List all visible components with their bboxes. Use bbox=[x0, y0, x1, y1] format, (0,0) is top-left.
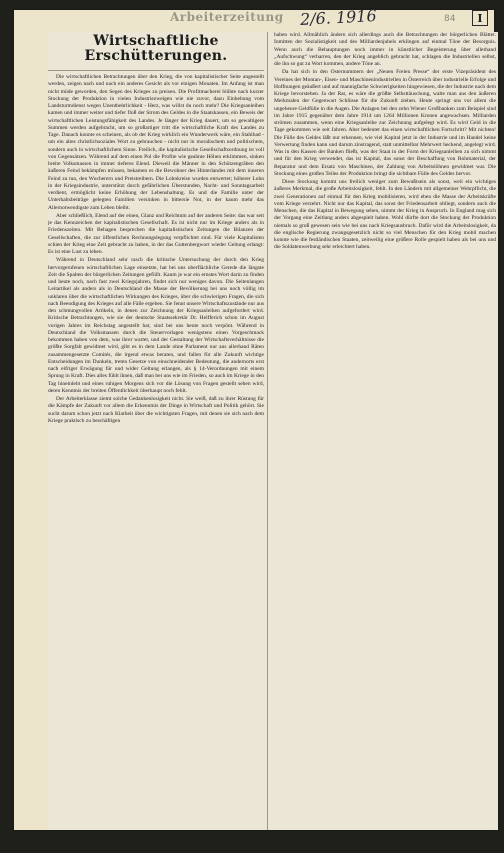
paragraph: Da hat sich in den Osternummern der „Neuen Freien Presse“ der erste Vizepräsident des Vereines der Montan-, Eisen- und Maschinenindustriellen in Österreich über industrielle Erfolge und Hoffnungen geäußert und auf mannigfache Schwierigkeiten hingewiesen, die der Industrie nach dem Kriege bevorstehen. Ja der Rat, es wäre die größte Selbsttäuschung, walte man aus den äußeren Merkmalen der Gegenwart Schlüsse für die Zukunft ziehen. Heute springt uns vor allem die ungeheure Geldfülle in die Augen. Die Anlagen bei den zehn Wiener Großbanken zum Beispiel sind im Jahre 1915 gegenüber dem Jahre 1914 um 1264 Millionen Kronen angewachsen. Milliarden strömen zusammen, wenn eine Kriegsanleihe zur Zeichnung aufgelegt wird. Es wird Geld in die Tage gekommen wie seit Jahren. Aber bedeutet das einen wirtschaftlichen Fortschritt? Mit nichten! Die Fülle des Geldes läßt nur erkennen, wie viel Kapital jetzt in der Industrie und im Handel keine Verwertung finden kann und darum zinstragend, statt unmittelbar Mehrwert heckend, angelegt wird. Was in den Kassen der Banken fließt, was der Staat in der Form der Kriegsanleihen zu sich nimmt und für den Krieg verwendet, das ist Kapital, das sonst der Beschaffung von Rohmaterial, der Reparatur und dem Ersatz von Maschinen, der Zahlung von Arbeitslöhnen gewidmet war. Die Stockung eines großen Teiles der Produktion bringt die sichtbare Fülle des Geldes hervor. bbox=[274, 69, 496, 177]
paragraph: haben wird. Allmählich ändern sich allerdings auch die Betrachtungen der bürgerlichen Blätter. Inmitten der Sozialistigkeit und des Milliardenjubels erklingen auf einmal Töne der Besorgnis. Wenn auch die Behauptungen noch immer in künstlicher Begeisterung über allerhand „Aufschwung“ verharren, den der Krieg angeblich gebracht hat, schlagen die Industriellen selbst, die ihn so gut zu Wort kommen, andere Töne an. bbox=[274, 32, 496, 67]
paragraph: Aber schließlich, Elend auf der einen, Glanz und Reichtum auf der anderen Seite: das war seit je das Kennzeichen der kapitalistischen Gesellschaft. Es ist nicht nur im Kriege anders als in Friedenszeiten. Mit Behagen besprechen die kapitalistischen Zeitungen die Bilanzen der Gesellschaften, die zur öffentlichen Rechnungslegung verpflichtet sind. Für viele Kapitalisten schien der Krieg eine Zeit gebracht zu haben, in der das Guttenbergwort wieder Geltung erlangt: Es ist eine Lust zu leben. bbox=[48, 212, 264, 255]
left-column bbox=[48, 32, 268, 830]
page-number: 84 bbox=[444, 14, 456, 24]
clipping-card bbox=[14, 6, 496, 830]
archive-mark: I bbox=[472, 10, 488, 26]
paragraph: Diese Stockung kommt uns freilich weniger zum Bewußtsein als sonst, weil ein wichtiges äußeres Merkmal, die große Arbeitslosigkeit, fehlt. In den Ländern mit allgemeiner Wehrpflicht, die zwei Generationen auf einmal für den Krieg mobilisieren, wird eben die Masse der Arbeitskräfte vom Kriege verzehrt. Nicht nur das Kapital, das sonst der Friedensarbeit obliegt, sondern auch die Menschen, die das Kapital in Bewegung sehen, nimmt der Krieg in Anspruch. In England mag sich der Vorgang eine Zeitlang anders abgespielt haben. Wohl dürfte dort die Stockung der Produktion niemals so groß gewesen sein wie bei uns nach Kriegsausbruch. Dafür wird die Arbeitslosigkeit, da die englische Regierung zwangsgesetzlich nicht so viel Menschen für den Krieg mobil machen konnte wie die festländischen Staaten, zeitweilig eine größere Rolle gespielt haben als bei uns und die Soldatenwerbung sehr erleichtert haben. bbox=[274, 179, 496, 251]
handwritten-date: 2/6. 1916 bbox=[299, 6, 378, 29]
masthead bbox=[14, 6, 494, 32]
paragraph: Während in Deutschland sehr rasch die kritische Untersuchung der durch den Krieg hervorgerufenen wirtschaftlichen Lage einsetzte, hat bei uns oberflächliche Gerede die längste Zeit die Spalten der bürgerlichen Zeitungen gefüllt. Kaum je war ein ernstes Wort darin zu finden und heute noch, nach fast zwei Kriegsjahren, findet sich nur weniges davon. Die Seitenlangen Leitartikel als anders als in Deutschland die Masse der Bevölkerung bei uns noch völlig im unklaren über die wirtschaftlichen Wirkungen des Krieges, über die schwierigen Fragen, die sich nach Beendigung des Krieges auf alle Fälle ergeben. Sie fennt unsere Wirtschaftszustände nur aus den schmungvollen Artikeln, in denen zur Zeichnung der Kriegsanleihen aufgefordert wird. Kritische Betrachtungen, wie sie der deutsche Staatssekretär Dr. Helfferich schon im August vorigen Jahres im Reichstag angestellt hat, sind bei uns heute noch verpönt. Während in Deutschland die Volksmassen durch die Steuervorlagen wenigstens einen Vorgeschmack bekommen haben von dem, was ihrer wartet, und der Gestaltung der Wirtschaftsverhältnisse die größte Sorgfalt gewidmet wird, gibt es in dem Lande ohne Parlament nur aus allerhand Räten zusammengesetzte Comités, die irgend etwas beraten, und fallen für alle Zukunft wichtige Entscheidungen im Dunkeln, treten Gesetze von einschneidender Bedeutung, die andernorts erst nach eifriger Erwägung für und wider Geltung erlangen, als § 14-Verordnungen mit einem Sprung in Kraft. Dies alles fühlt ihnen, daß man bei uns wie im Frieden, so auch im Kriege in den Tag hineinlebt und eines ruhigen Morgens sich vor die Lösung von Fragen gestellt sehen wird, deren Kenntnis der breiten Öffentlichkeit überhaupt noch fehlt. bbox=[48, 257, 264, 394]
paragraph: Die wirtschaftlichen Betrachtungen über den Krieg, die von kapitalistischer Seite angestellt werden, zeigen nach und nach ein anderes Gesicht als vor einigen Monaten. Im Anfang ist man nicht müde geworden, den Segen des Krieges zu preisen. Die Profitmacherei blühte nach kurzer Stockung der Produktion in vielen Industriezweigen wie nie zuvor, dazu Einhebung vom Landsturmdienst wegen Unentbehrlichkeit - Herz, was willst du noch mehr? Die Kriegsanleihen kamen und immer weiter und tiefer floß der Strom des Geldes in die Staatskassen, ein Beweis der wirtschaftlichen Leistungsfähigkeit des Landes. Je länger der Krieg dauert, um so gewaltigere Summen werden aufgebracht, um so großartiger tritt die wirtschaftliche Kraft des Landes zu Tage. Danach konnte es scheinen, als ob der Krieg wirklich ein Wunderwerk wäre, ein Stahlbad - um ein altes christlichsoziales Wort zu gebrauchen - nicht nur in moralischem und politischem, sondern auch in wirtschaftlichem Sinne. Freilich, die kapitalistische Gesellschaftsordnung ist voll von Gegensätzen. Während auf dem einen Pol die Profite wie geahnte Höhen erklimmen, sinken breite Volksmassen in immer tieferes Elend. Dieweil die Männer in den Schützengräben den äußeren Feind bekämpfen müssen, bekamen es die Bewohner des Hinterlandes mit dem inneren Feind zu tun, den Wucherern und Preistreibern. Die Lohnkreise wurden entwertet; höherer Lohn in der Kriegsindustrie, unterstützt durch gefährlichen Überstunden, Nacht- und Sonntagsarbeit verdient, ermöglicht keine Erhöhung der Lebenshaltung. Es und die Familie unter der Unterhaltsbeiträge gelegten Familien versinken in bittersie Not, in der kaum mehr das Allernotwendigste zum Leben bleibt. bbox=[48, 74, 264, 211]
title-divider bbox=[48, 70, 264, 71]
paragraph: Der Arbeiterklasse ziemt solche Gedankenlosigkeit nicht. Sie weiß, daß zu ihrer Rüstung für die Kämpfe der Zukunft vor allem die Erkenntnis der Dinge in Wirtschaft und Politik gehört. Sie sucht darum schon jetzt nach Klarheit über die wichtigsten Fragen, mit denen sie sich nach dem Kriege praktisch zu beschäftigen bbox=[48, 396, 264, 424]
newspaper-name: Arbeiterzeitung bbox=[170, 10, 284, 24]
right-column bbox=[272, 32, 496, 830]
newspaper-clipping bbox=[48, 32, 498, 830]
article-title: Wirtschaftliche Erschütterungen. bbox=[84, 33, 228, 64]
